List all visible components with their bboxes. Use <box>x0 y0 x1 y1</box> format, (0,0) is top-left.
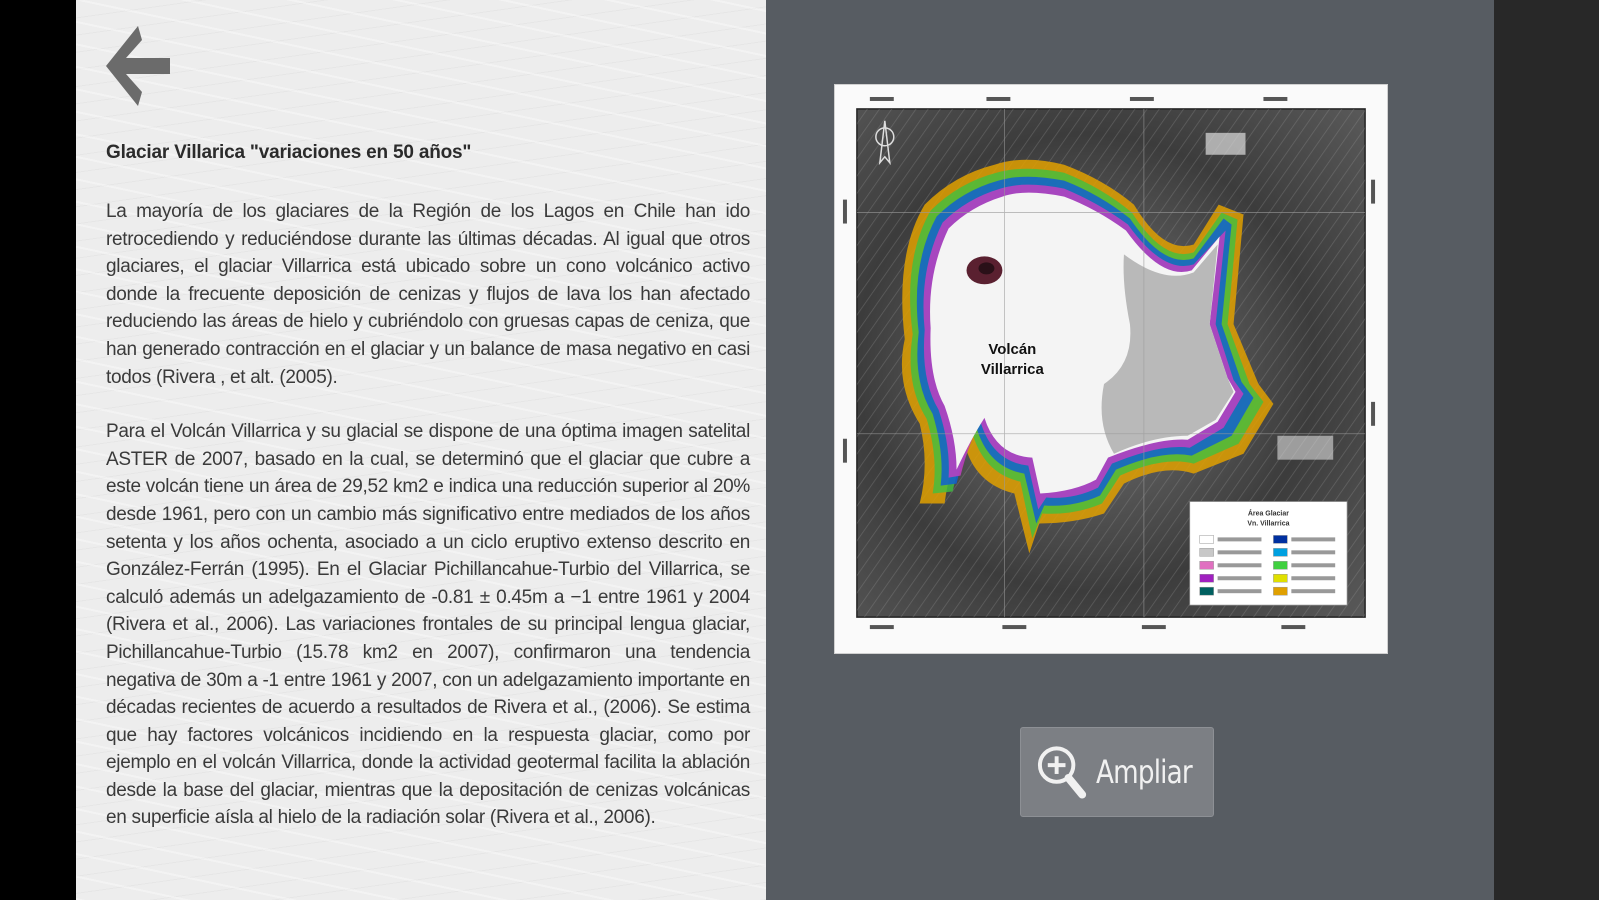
map-volcano-label: Volcán <box>988 341 1037 359</box>
legend-label-placeholder <box>1291 563 1335 567</box>
article-panel <box>76 0 766 900</box>
arrow-left-icon <box>102 22 174 114</box>
legend-swatch <box>1273 587 1287 595</box>
legend-swatch <box>1273 574 1287 582</box>
article-body <box>106 198 750 859</box>
zoom-button-label: Ampliar <box>1096 753 1192 791</box>
right-letterbox <box>1494 0 1599 900</box>
legend-label-placeholder <box>1291 576 1335 580</box>
article-title: Glaciar Villarica "variaciones en 50 años" <box>106 142 472 163</box>
svg-text:Área Glaciar: Área Glaciar <box>1247 510 1289 518</box>
legend-label-placeholder <box>1218 537 1262 541</box>
image-panel <box>766 0 1494 900</box>
legend-label-placeholder <box>1218 550 1262 554</box>
zoom-in-icon <box>1035 741 1090 803</box>
legend-label-placeholder <box>1291 589 1335 593</box>
article-paragraph: Para el Volcán Villarrica y su glacial se dispone de una óptima imagen satelital ASTER de 2007, basado en la cual, se determinó que el glaciar que cubre a este volcán tiene un área de 29,52 km2 e indica una reducción superior al 20% desde 1961, pero con un cambio más significativo entre mediados de los años setenta y los años ochenta, asociado a un ciclo eruptivo extenso descrito en González-Ferrán (1995). En el Glaciar Pichillancahue-Turbio del Villarrica, se calculó además un adelgazamiento de -0.81 ± 0.45m a −1 entre 1961 y 2004 (Rivera et al., 2006). Las variaciones frontales de su principal lengua glaciar, Pichillancahue-Turbio (15.78 km2 en 2007), confirmaron una tendencia negativa de 30m a -1 entre 1961 y 2007, con un adelgazamiento importante en décadas recientes de acuerdo a resultados de Rivera et al., (2006). Se estima que hay factores volcánicos incidiendo en la respuesta glaciar, como por ejemplo en el volcán Villarrica, donde la actividad geotermal facilita la ablación desde la base del glaciar, mientras que la depositación de cenizas volcánicas en superficie aísla al hielo de la radiación solar (Rivera et al., 2006). <box>106 421 750 829</box>
legend-label-placeholder <box>1218 576 1262 580</box>
legend-swatch <box>1200 535 1214 543</box>
map-legend <box>1190 502 1347 606</box>
left-letterbox <box>0 0 76 900</box>
map-volcano-label: Villarrica <box>980 360 1044 378</box>
legend-label-placeholder <box>1218 563 1262 567</box>
legend-label-placeholder <box>1291 550 1335 554</box>
zoom-button[interactable] <box>1020 727 1214 817</box>
legend-swatch <box>1273 548 1287 556</box>
glacier-map-image[interactable] <box>834 84 1388 654</box>
legend-label-placeholder <box>1218 589 1262 593</box>
legend-swatch <box>1200 587 1214 595</box>
legend-swatch <box>1200 574 1214 582</box>
article-paragraph: La mayoría de los glaciares de la Región de los Lagos en Chile han ido retrocediendo y reduciéndose durante las últimas décadas. Al igual que otros glaciares, el glaciar Villarrica está ubicado sobre un cono volcánico activo donde la frecuente deposición de cenizas y flujos de lava los han afectado reduciendo las áreas de hielo y cubriéndolo con gruesas capas de ceniza, que han generado contracción en el glaciar y un balance de masa negativo en casi todos (Rivera , et alt. (2005). <box>106 201 750 388</box>
legend-label-placeholder <box>1291 537 1335 541</box>
legend-swatch <box>1273 561 1287 569</box>
svg-text:Vn. Villarrica: Vn. Villarrica <box>1247 520 1290 528</box>
legend-swatch <box>1200 548 1214 556</box>
back-button[interactable] <box>102 22 174 114</box>
glacier-map <box>835 85 1387 653</box>
legend-swatch <box>1200 561 1214 569</box>
legend-swatch <box>1273 535 1287 543</box>
